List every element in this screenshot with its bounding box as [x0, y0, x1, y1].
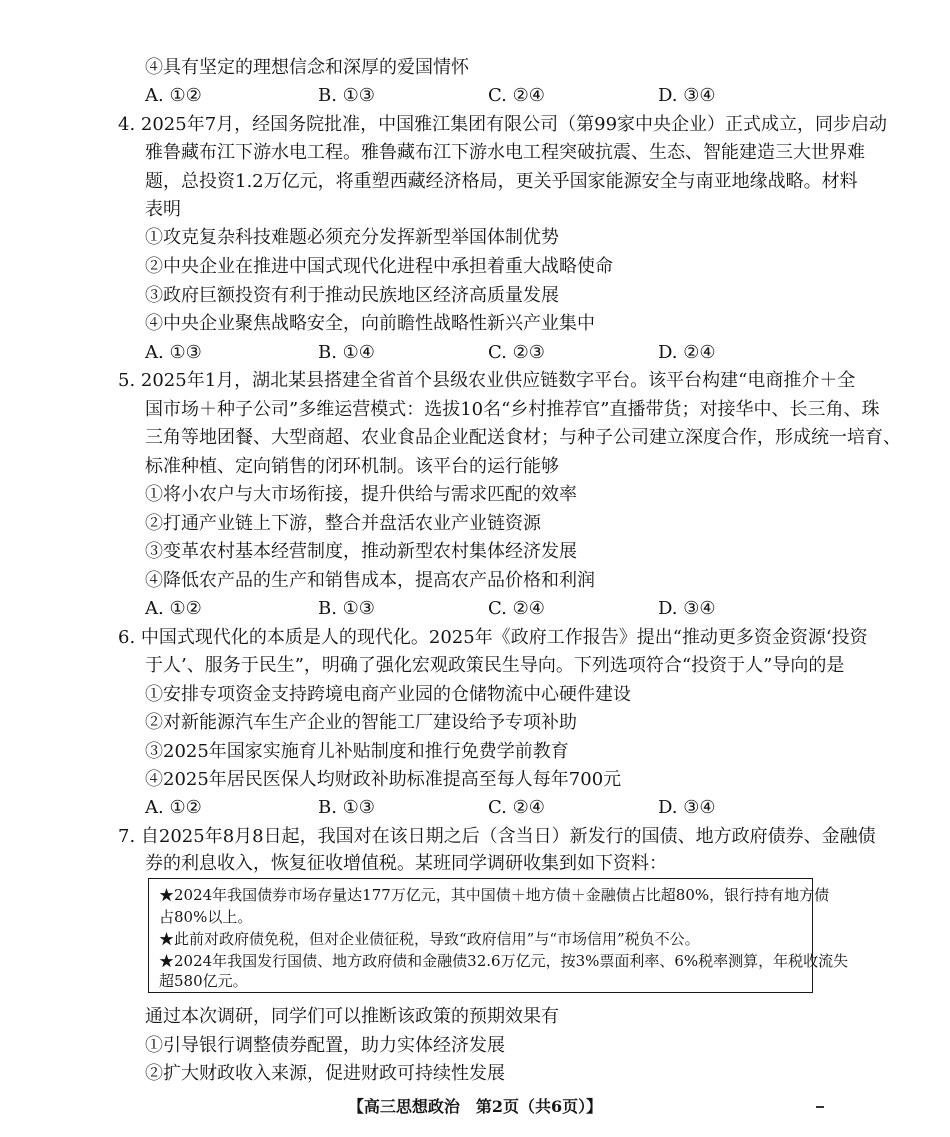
q6-choice-b: B. ①③ — [318, 797, 375, 818]
q4-choice-a: A. ①③ — [145, 342, 202, 363]
q6-choice-c: C. ②④ — [488, 797, 545, 818]
q4-item-4: ④中央企业聚焦战略安全，向前瞻性战略性新兴产业集中 — [145, 313, 595, 334]
q5-choices — [145, 597, 845, 621]
q6-item-3: ③2025年国家实施育儿补贴制度和推行免费学前教育 — [145, 741, 569, 762]
q3-item-4: ④具有坚定的理想信念和深厚的爱国情怀 — [145, 57, 469, 78]
q6-item-1: ①安排专项资金支持跨境电商产业园的仓储物流中心硬件建设 — [145, 684, 631, 705]
q4-choices — [145, 341, 845, 365]
q6-stem-line-1: 6. 中国式现代化的本质是人的现代化。2025年《政府工作报告》提出“推动更多资金资源‘投资 — [118, 627, 868, 648]
q7-item-2: ②扩大财政收入来源，促进财政可持续性发展 — [145, 1063, 505, 1084]
q5-stem-line-4: 标准种植、定向销售的闭环机制。该平台的运行能够 — [145, 456, 559, 477]
q6-choice-a: A. ①② — [145, 797, 202, 818]
q6-item-2: ②对新能源汽车生产企业的智能工厂建设给予专项补助 — [145, 712, 577, 733]
q4-stem-line-4: 表明 — [145, 199, 181, 220]
q7-item-1: ①引导银行调整债券配置，助力实体经济发展 — [145, 1035, 505, 1056]
q3-choice-d: D. ③④ — [658, 85, 716, 106]
q4-choice-d: D. ②④ — [658, 342, 716, 363]
q7-box-line-3: ★此前对政府债免税，但对企业债征税，导致“政府信用”与“市场信用”税负不公。 — [159, 930, 700, 948]
q5-item-4: ④降低农产品的生产和销售成本，提高农产品价格和利润 — [145, 570, 595, 591]
q5-item-3: ③变革农村基本经营制度，推动新型农村集体经济发展 — [145, 541, 577, 562]
q5-item-2: ②打通产业链上下游，整合并盘活农业产业链资源 — [145, 513, 541, 534]
q4-item-3: ③政府巨额投资有利于推动民族地区经济高质量发展 — [145, 285, 559, 306]
q3-choice-b: B. ①③ — [318, 85, 375, 106]
q6-choices — [145, 796, 845, 820]
q4-stem-line-3: 题，总投资1.2万亿元，将重塑西藏经济格局，更关乎国家能源安全与南亚地缘战略。材料 — [145, 171, 858, 192]
q4-stem-line-2: 雅鲁藏布江下游水电工程。雅鲁藏布江下游水电工程突破抗震、生态、智能建造三大世界难 — [145, 142, 865, 163]
q7-prompt: 通过本次调研，同学们可以推断该政策的预期效果有 — [145, 1006, 559, 1027]
q6-item-4: ④2025年居民医保人均财政补助标准提高至每人每年700元 — [145, 769, 622, 790]
q5-stem-line-3: 三角等地团餐、大型商超、农业食品企业配送食材；与种子公司建立深度合作，形成统一培育、 — [145, 427, 901, 448]
page-footer: 【高三思想政治 第2页（共6页）】 — [347, 1097, 603, 1116]
q7-box-line-5: 超580亿元。 — [159, 972, 248, 990]
q5-item-1: ①将小农户与大市场衔接，提升供给与需求匹配的效率 — [145, 484, 577, 505]
q4-stem-line-1: 4. 2025年7月，经国务院批准，中国雅江集团有限公司（第99家中央企业）正式成立，同步启动 — [118, 114, 888, 135]
q3-choice-a: A. ①② — [145, 85, 202, 106]
q7-box-line-1: ★2024年我国债券市场存量达177万亿元，其中国债＋地方债＋金融债占比超80%，银行持有地方债 — [159, 886, 830, 904]
q3-choices — [145, 84, 845, 108]
q5-stem-line-2: 国市场＋种子公司”多维运营模式：选拔10名“乡村推荐官”直播带货；对接华中、长三角、珠 — [145, 399, 880, 420]
q3-choice-c: C. ②④ — [488, 85, 545, 106]
q4-choice-c: C. ②③ — [488, 342, 545, 363]
q4-choice-b: B. ①④ — [318, 342, 375, 363]
q5-choice-d: D. ③④ — [658, 598, 716, 619]
q5-choice-c: C. ②④ — [488, 598, 545, 619]
q7-material-box — [148, 878, 849, 993]
q7-stem-line-1: 7. 自2025年8月8日起，我国对在该日期之后（含当日）新发行的国债、地方政府债券、金融债 — [118, 826, 876, 847]
q4-item-2: ②中央企业在推进中国式现代化进程中承担着重大战略使命 — [145, 256, 613, 277]
q6-stem-line-2: 于人’、服务于民生”，明确了强化宏观政策民生导向。下列选项符合“投资于人”导向的是 — [145, 655, 845, 676]
corner-mark — [816, 1106, 824, 1108]
q7-box-line-4: ★2024年我国发行国债、地方政府债和金融债32.6万亿元，按3%票面利率、6%税率测算，年税收流失 — [159, 952, 849, 970]
q5-choice-b: B. ①③ — [318, 598, 375, 619]
q5-choice-a: A. ①② — [145, 598, 202, 619]
q7-stem-line-2: 券的利息收入，恢复征收增值税。某班同学调研收集到如下资料： — [145, 853, 667, 874]
q5-stem-line-1: 5. 2025年1月，湖北某县搭建全省首个县级农业供应链数字平台。该平台构建“电商推介＋全 — [118, 370, 856, 391]
q6-choice-d: D. ③④ — [658, 797, 716, 818]
q4-item-1: ①攻克复杂科技难题必须充分发挥新型举国体制优势 — [145, 227, 559, 248]
q7-box-line-2: 占80%以上。 — [159, 908, 253, 926]
